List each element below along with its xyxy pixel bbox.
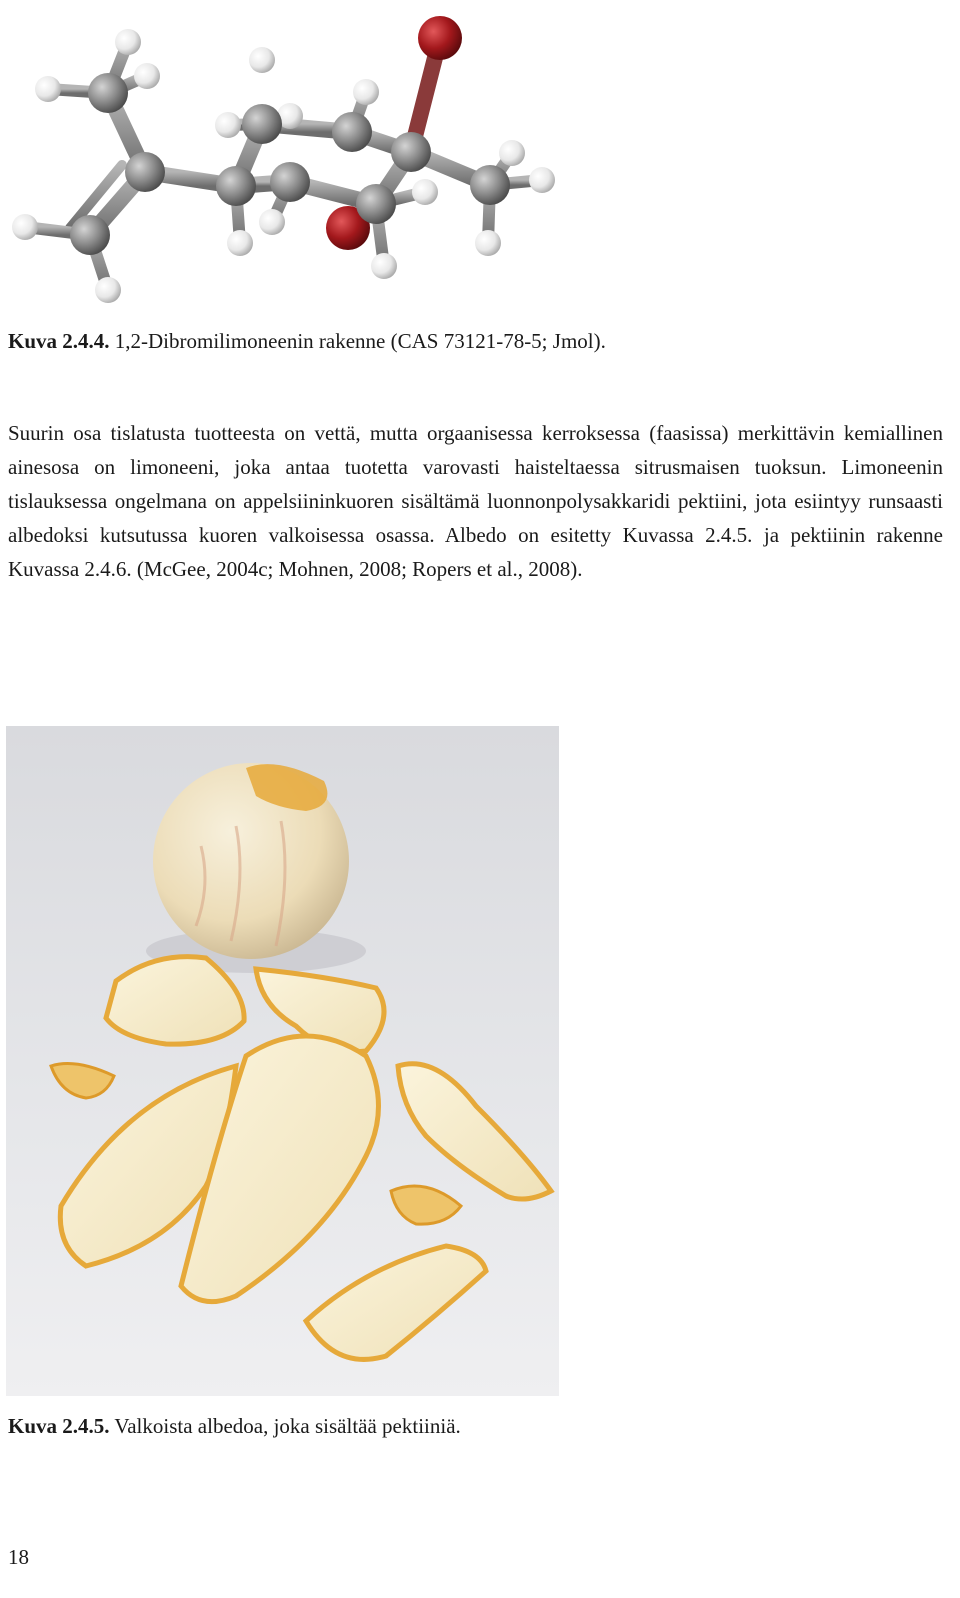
figure-caption [8, 1413, 461, 1439]
molecule-3d-model [0, 0, 600, 310]
page-number: 18 [8, 1545, 29, 1569]
figure-caption-text: 1,2-Dibromilimoneenin rakenne (CAS 73121-78-5; Jmol). [109, 329, 606, 353]
figure-label: Kuva 2.4.5. [8, 1414, 110, 1438]
peeled-orange-albedo-photo [6, 726, 559, 1396]
figure-caption-text: Valkoista albedoa, joka sisältää pektiiniä. [109, 1414, 461, 1438]
body-paragraph: Suurin osa tislatusta tuotteesta on vettä, mutta orgaanisessa kerroksessa (faasissa) merkittävin kemiallinen ainesosa on limoneeni, joka antaa tuotetta varovasti haisteltaessa sitrusmaisen tuoksun. Limoneenin tislauksessa ongelmana on appelsiininkuoren sisältämä luonnonpolysakkaridi pektiini, jota esiintyy runsaasti albedoksi kutsutussa kuoren valkoisessa osassa. Albedo on esitetty Kuvassa 2.4.5. ja pektiinin rakenne Kuvassa 2.4.6. (McGee, 2004c; Mohnen, 2008; Ropers et al., 2008). [8, 421, 943, 581]
figure-label: Kuva 2.4.4. [8, 329, 110, 353]
figure-caption [8, 328, 606, 354]
